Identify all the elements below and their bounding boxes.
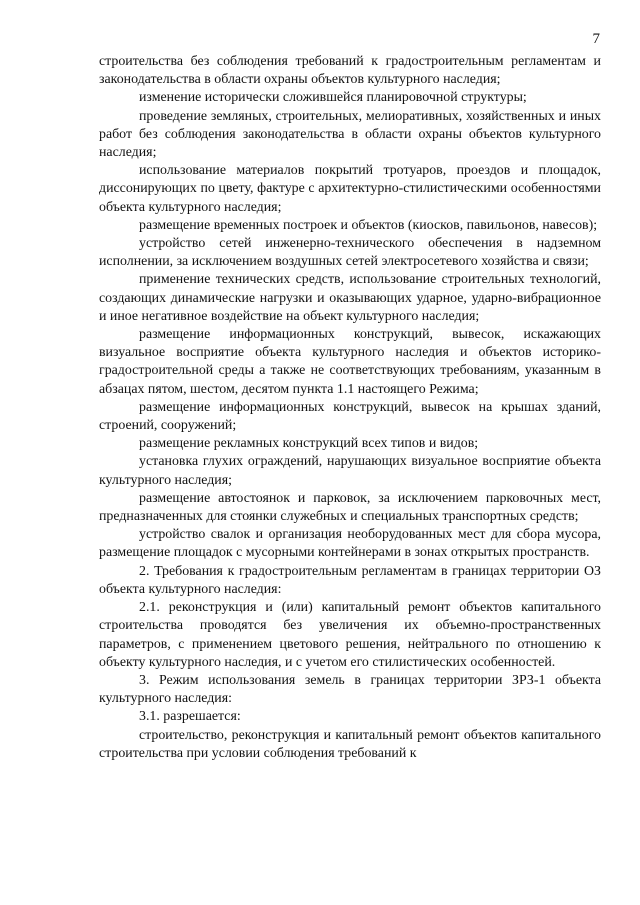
paragraph: размещение информационных конструкций, вывесок на крышах зданий, строений, сооружений; <box>99 399 601 434</box>
paragraph: устройство свалок и организация необорудованных мест для сбора мусора, размещение площадок с мусорными контейнерами в зонах открытых пространств. <box>99 527 601 561</box>
paragraph: проведение земляных, строительных, мелиоративных, хозяйственных и иных работ без соблюдения законодательства в области охраны объектов культурного наследия; <box>99 108 601 161</box>
paragraph: строительство, реконструкция и капитальный ремонт объектов капитального строительства при условии соблюдения требований к <box>99 727 601 761</box>
paragraph: 3. Режим использования земель в границах территории ЗРЗ-1 объекта культурного наследия: <box>99 672 601 707</box>
paragraph: применение технических средств, использование строительных технологий, создающих динамические нагрузки и оказывающих ударное, ударно-вибрационное и иное негативное воздействие на объект культурного наследия; <box>99 272 601 324</box>
page-number: 7 <box>592 31 600 47</box>
paragraph: размещение временных построек и объектов (киосков, павильонов, навесов); <box>139 217 598 233</box>
paragraph: использование материалов покрытий тротуаров, проездов и площадок, диссонирующих по цвету, фактуре с архитектурно-стилистическими особенностями объекта культурного наследия; <box>99 163 601 215</box>
paragraph: строительства без соблюдения требований к градостроительным регламентам и законодательства в области охраны объектов культурного наследия; <box>99 54 601 88</box>
document-body <box>99 53 601 763</box>
paragraph: устройство сетей инженерно-технического обеспечения в надземном исполнении, за исключением воздушных сетей электросетевого хозяйства и связи; <box>99 236 601 270</box>
paragraph: размещение информационных конструкций, вывесок, искажающих визуальное восприятие объекта культурного наследия и объектов историко-градостроительной среды а также не соответствующих требованиям, указанным в абзацах пятом, шестом, десятом пункта 1.1 настоящего Режима; <box>99 327 601 397</box>
paragraph: изменение исторически сложившейся планировочной структуры; <box>139 90 527 106</box>
paragraph: размещение рекламных конструкций всех типов и видов; <box>139 436 479 452</box>
paragraph: 2. Требования к градостроительным регламентам в границах территории ОЗ объекта культурного наследия: <box>99 563 601 597</box>
paragraph: размещение автостоянок и парковок, за исключением парковочных мест, предназначенных для стоянки служебных и специальных транспортных средств; <box>99 490 601 525</box>
paragraph: 2.1. реконструкция и (или) капитальный ремонт объектов капитального строительства проводятся без увеличения их объемно-пространственных параметров, с применением цветового решения, нейтрального по отношению к объекту культурного наследия, и с учетом его стилистических особенностей. <box>99 600 601 670</box>
paragraph: установка глухих ограждений, нарушающих визуальное восприятие объекта культурного наследия; <box>99 454 601 488</box>
paragraph: 3.1. разрешается: <box>139 709 241 725</box>
